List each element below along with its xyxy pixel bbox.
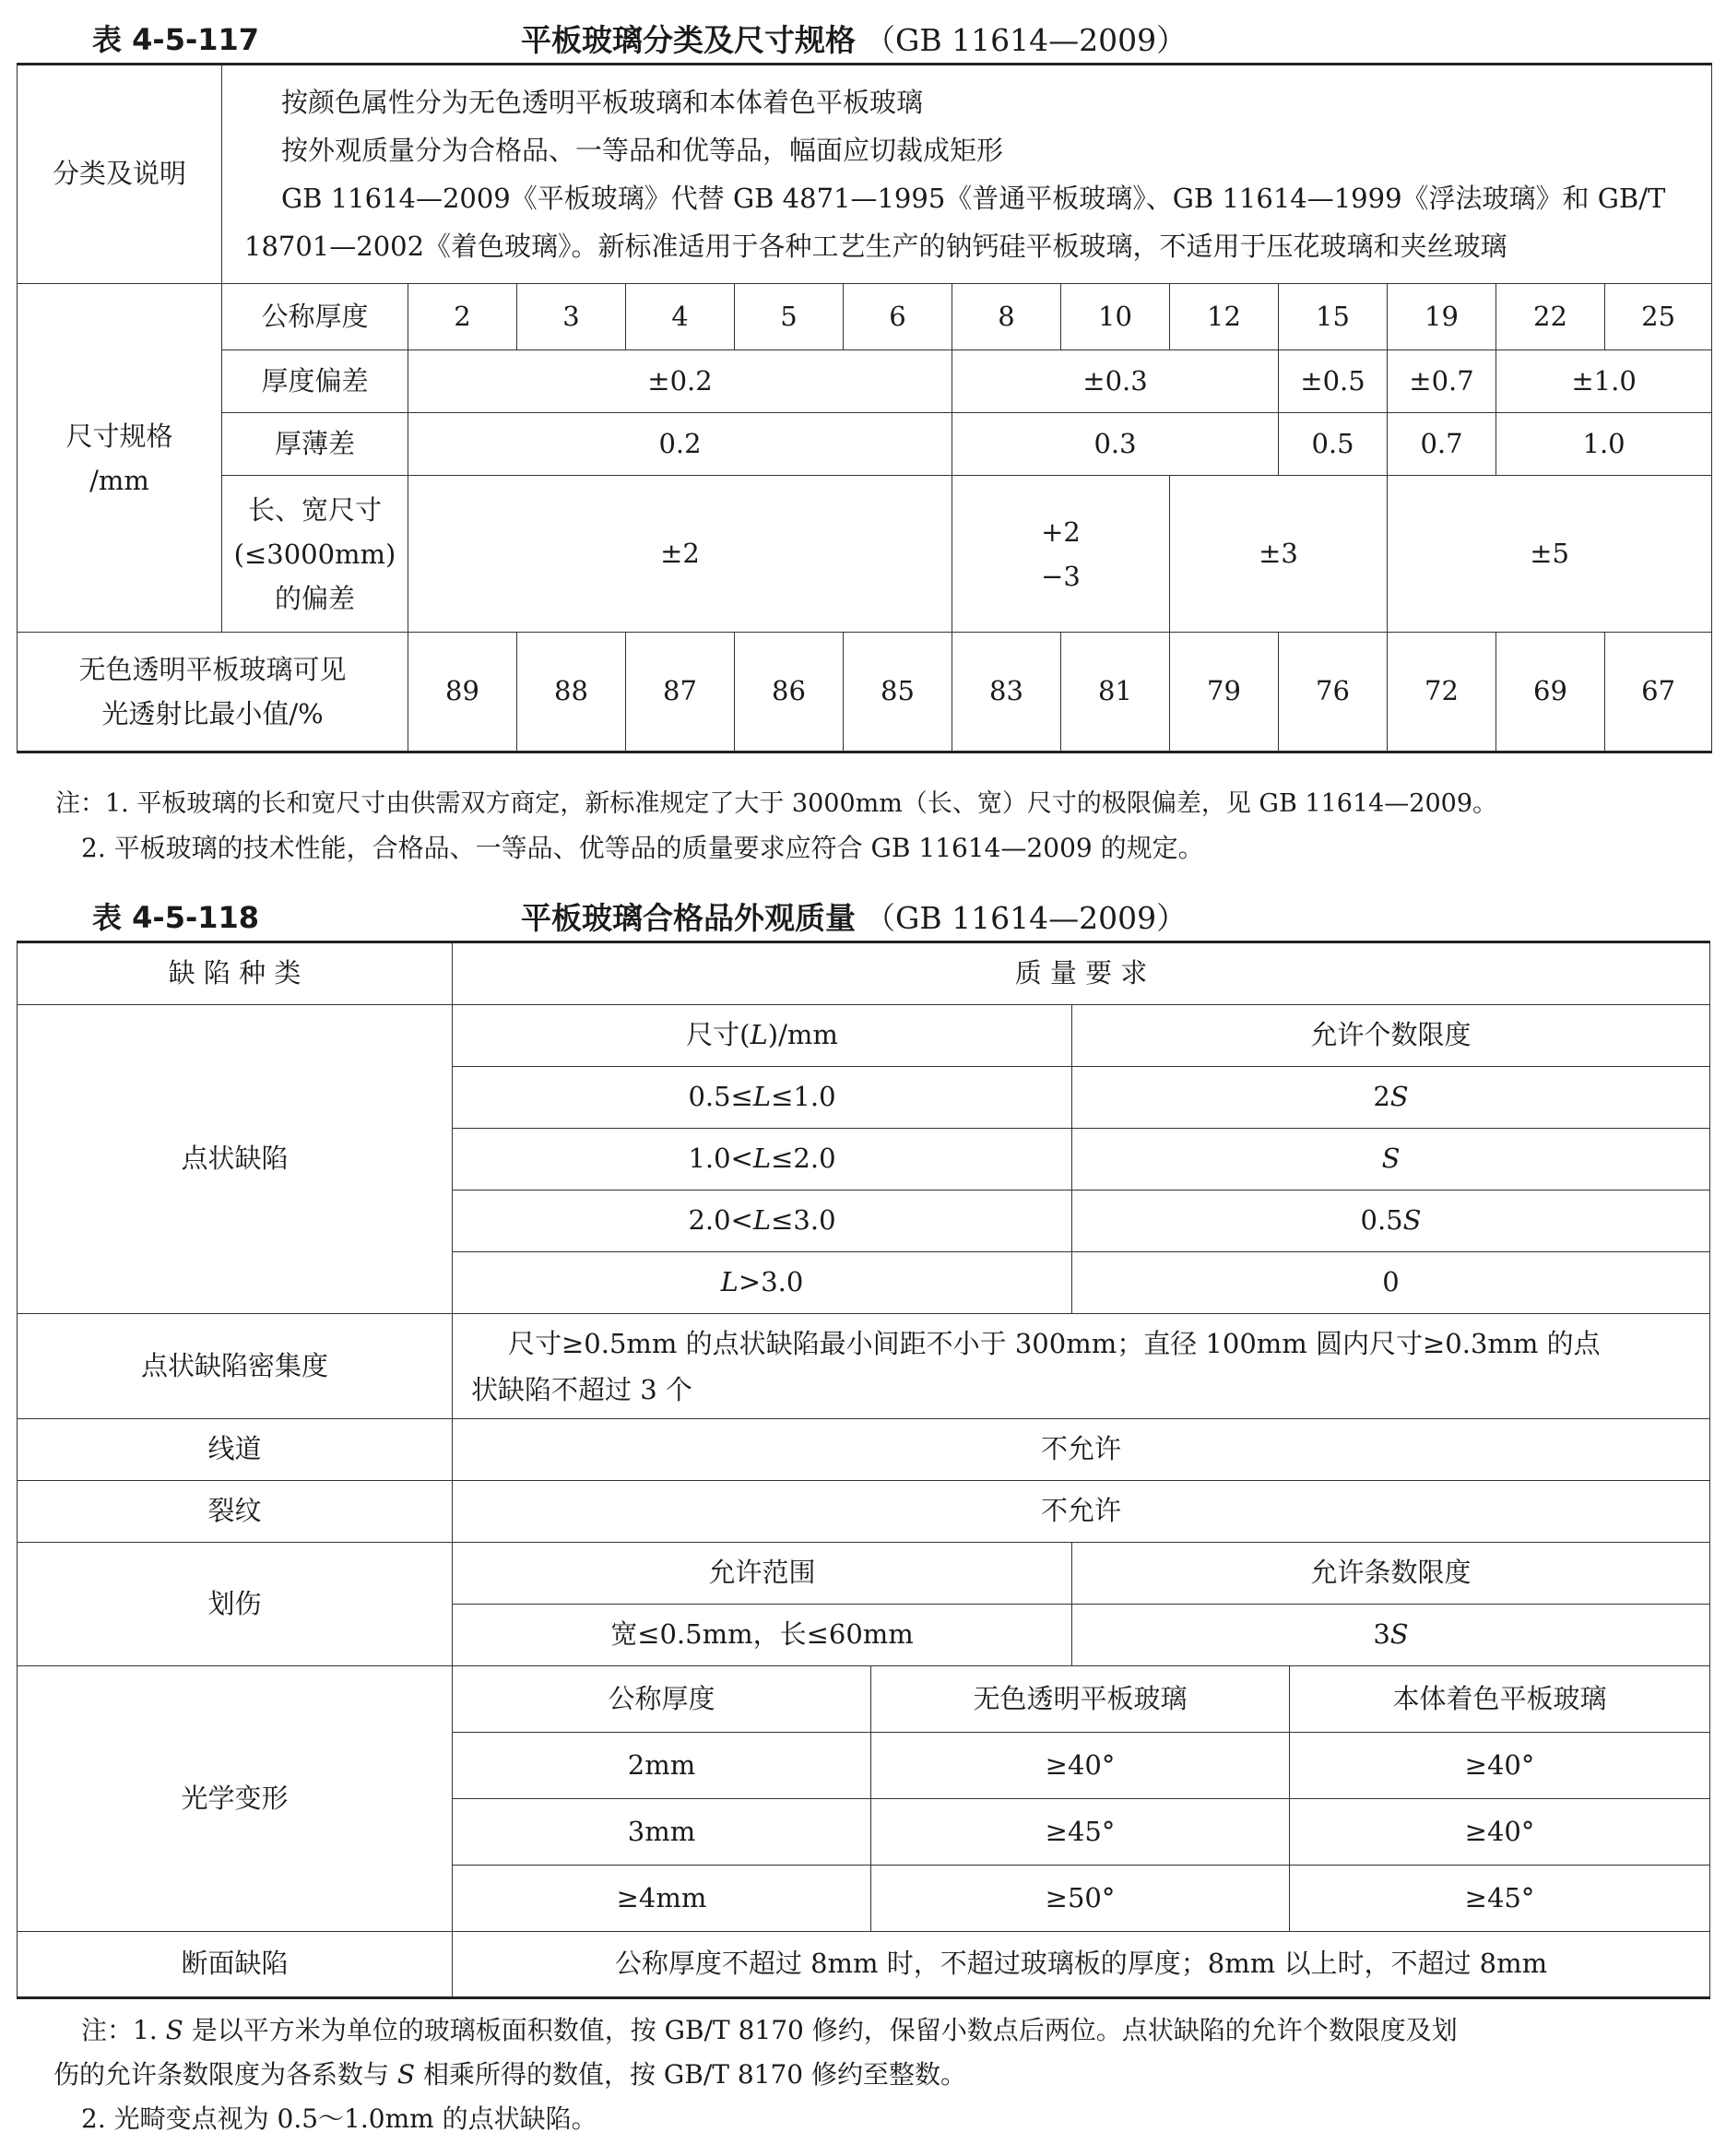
table-117-number: 表 4-5-117 — [92, 22, 260, 57]
thin-difference-row — [18, 413, 1712, 476]
table-118-number: 表 4-5-118 — [92, 900, 260, 935]
table-117-caption — [0, 9, 1726, 65]
point-size-cell: 0.5≤L≤1.0 — [453, 1067, 1072, 1129]
thickness-cell: 10 — [1061, 284, 1170, 350]
thin-difference-cell: 1.0 — [1496, 413, 1712, 476]
thin-difference-label: 厚薄差 — [222, 413, 408, 476]
table-117-title: 平板玻璃分类及尺寸规格 （GB 11614—2009） — [521, 22, 1188, 58]
optical-clear-header: 无色透明平板玻璃 — [871, 1666, 1290, 1733]
transmittance-cell: 83 — [952, 633, 1061, 752]
crack-value: 不允许 — [453, 1481, 1710, 1543]
point-count-cell: S — [1072, 1129, 1710, 1191]
table-117-standard: （GB 11614—2009） — [865, 22, 1188, 58]
length-width-deviation-cell: ±3 — [1170, 476, 1388, 633]
thickness-deviation-cell: ±1.0 — [1496, 350, 1712, 413]
length-width-deviation-cell: ±2 — [408, 476, 952, 633]
thickness-cell: 8 — [952, 284, 1061, 350]
line-defect-row — [18, 1419, 1710, 1481]
optical-tinted-cell: ≥45° — [1290, 1866, 1710, 1932]
length-width-deviation-cell: ±5 — [1388, 476, 1712, 633]
optical-clear-cell: ≥50° — [871, 1866, 1290, 1932]
classification-line: 按外观质量分为合格品、一等品和优等品，幅面应切裁成矩形 — [281, 135, 1004, 166]
table-118-note-2: 2. 光畸变点视为 0.5～1.0mm 的点状缺陷。 — [81, 2103, 597, 2134]
line-defect-label: 线道 — [18, 1419, 453, 1481]
transmittance-cell: 87 — [626, 633, 735, 752]
table-117-note-1: 注：1. 平板玻璃的长和宽尺寸由供需双方商定，新标准规定了大于 3000mm（长、宽）尺寸的极限偏差，见 GB 11614—2009。 — [55, 789, 1498, 818]
optical-clear-cell: ≥40° — [871, 1733, 1290, 1799]
scratch-count-cell: 3S — [1072, 1605, 1710, 1666]
classification-description — [222, 65, 1712, 284]
thickness-deviation-row — [18, 350, 1712, 413]
transmittance-row — [18, 633, 1712, 752]
table-117-note-2: 2. 平板玻璃的技术性能，合格品、一等品、优等品的质量要求应符合 GB 11614—2009 的规定。 — [81, 833, 1204, 863]
optical-thickness-header: 公称厚度 — [453, 1666, 871, 1733]
transmittance-cell: 89 — [408, 633, 517, 752]
optical-clear-cell: ≥45° — [871, 1799, 1290, 1866]
point-count-cell: 2S — [1072, 1067, 1710, 1129]
scratch-label: 划伤 — [18, 1543, 453, 1666]
thickness-cell: 22 — [1496, 284, 1605, 350]
table-117 — [17, 63, 1712, 753]
thin-difference-cell: 0.3 — [952, 413, 1279, 476]
length-width-deviation-cell: +2 −3 — [952, 476, 1170, 633]
thickness-label: 公称厚度 — [222, 284, 408, 350]
density-label: 点状缺陷密集度 — [18, 1314, 453, 1419]
table-118-note-1-cont: 伤的允许条数限度为各系数与 S 相乘所得的数值，按 GB/T 8170 修约至整数。 — [53, 2059, 967, 2090]
length-width-deviation-label: 长、宽尺寸 (≤3000mm) 的偏差 — [222, 476, 408, 633]
thickness-deviation-cell: ±0.2 — [408, 350, 952, 413]
size-spec-label: 尺寸规格 /mm — [18, 284, 222, 633]
optical-thickness-cell: ≥4mm — [453, 1866, 871, 1932]
thickness-cell: 19 — [1388, 284, 1496, 350]
density-row — [18, 1314, 1710, 1419]
classification-label: 分类及说明 — [18, 65, 222, 284]
transmittance-cell: 85 — [844, 633, 952, 752]
thickness-row — [18, 284, 1712, 350]
thickness-deviation-cell: ±0.5 — [1279, 350, 1388, 413]
point-size-cell: L>3.0 — [453, 1252, 1072, 1314]
quality-requirement-header: 质 量 要 求 — [453, 942, 1710, 1005]
thin-difference-cell: 0.2 — [408, 413, 952, 476]
thickness-cell: 4 — [626, 284, 735, 350]
thickness-cell: 25 — [1605, 284, 1712, 350]
scratch-range-header: 允许范围 — [453, 1543, 1072, 1605]
transmittance-cell: 81 — [1061, 633, 1170, 752]
transmittance-cell: 86 — [735, 633, 844, 752]
table-118-title: 平板玻璃合格品外观质量 （GB 11614—2009） — [521, 900, 1188, 936]
thin-difference-cell: 0.5 — [1279, 413, 1388, 476]
classification-line: GB 11614—2009《平板玻璃》代替 GB 4871—1995《普通平板玻璃》、GB 11614—1999《浮法玻璃》和 GB/T — [281, 183, 1666, 214]
point-size-cell: 1.0<L≤2.0 — [453, 1129, 1072, 1191]
classification-row — [18, 65, 1712, 284]
table-118-note-1: 注：1. S 是以平方米为单位的玻璃板面积数值，按 GB/T 8170 修约，保留小数点后两位。点状缺陷的允许个数限度及划 — [81, 2015, 1458, 2045]
classification-line: 按颜色属性分为无色透明平板玻璃和本体着色平板玻璃 — [281, 87, 924, 118]
section-defect-value: 公称厚度不超过 8mm 时，不超过玻璃板的厚度；8mm 以上时，不超过 8mm — [453, 1932, 1710, 1998]
optical-tinted-cell: ≥40° — [1290, 1799, 1710, 1866]
point-count-header: 允许个数限度 — [1072, 1005, 1710, 1067]
point-defect-header-row — [18, 1005, 1710, 1067]
point-size-header: 尺寸(L)/mm — [453, 1005, 1072, 1067]
transmittance-label: 无色透明平板玻璃可见 光透射比最小值/% — [18, 633, 408, 752]
table-118-standard: （GB 11614—2009） — [865, 900, 1188, 936]
point-size-cell: 2.0<L≤3.0 — [453, 1191, 1072, 1252]
thickness-deviation-cell: ±0.7 — [1388, 350, 1496, 413]
table-118-caption — [0, 887, 1726, 942]
point-count-cell: 0.5S — [1072, 1191, 1710, 1252]
optical-tinted-cell: ≥40° — [1290, 1733, 1710, 1799]
scratch-range-cell: 宽≤0.5mm，长≤60mm — [453, 1605, 1072, 1666]
scratch-header-row — [18, 1543, 1710, 1605]
crack-row — [18, 1481, 1710, 1543]
thickness-deviation-cell: ±0.3 — [952, 350, 1279, 413]
table-118 — [17, 941, 1710, 1999]
thickness-cell: 5 — [735, 284, 844, 350]
defect-type-header: 缺 陷 种 类 — [18, 942, 453, 1005]
thin-difference-cell: 0.7 — [1388, 413, 1496, 476]
thickness-cell: 6 — [844, 284, 952, 350]
table-118-header-row — [18, 942, 1710, 1005]
length-width-deviation-row — [18, 476, 1712, 633]
classification-line: 18701—2002《着色玻璃》。新标准适用于各种工艺生产的钠钙硅平板玻璃，不适用于压花玻璃和夹丝玻璃 — [244, 231, 1507, 262]
section-defect-label: 断面缺陷 — [18, 1932, 453, 1998]
scratch-count-header: 允许条数限度 — [1072, 1543, 1710, 1605]
thickness-cell: 15 — [1279, 284, 1388, 350]
transmittance-cell: 76 — [1279, 633, 1388, 752]
transmittance-cell: 69 — [1496, 633, 1605, 752]
thickness-deviation-label: 厚度偏差 — [222, 350, 408, 413]
point-count-cell: 0 — [1072, 1252, 1710, 1314]
thickness-cell: 3 — [517, 284, 626, 350]
density-requirement: 尺寸≥0.5mm 的点状缺陷最小间距不小于 300mm；直径 100mm 圆内尺寸≥0.3mm 的点 状缺陷不超过 3 个 — [453, 1314, 1710, 1419]
optical-thickness-cell: 2mm — [453, 1733, 871, 1799]
optical-tinted-header: 本体着色平板玻璃 — [1290, 1666, 1710, 1733]
line-defect-value: 不允许 — [453, 1419, 1710, 1481]
section-defect-row — [18, 1932, 1710, 1998]
point-defect-label: 点状缺陷 — [18, 1005, 453, 1314]
transmittance-cell: 67 — [1605, 633, 1712, 752]
transmittance-cell: 79 — [1170, 633, 1279, 752]
optical-thickness-cell: 3mm — [453, 1799, 871, 1866]
transmittance-cell: 88 — [517, 633, 626, 752]
thickness-cell: 12 — [1170, 284, 1279, 350]
optical-label: 光学变形 — [18, 1666, 453, 1932]
thickness-cell: 2 — [408, 284, 517, 350]
optical-header-row — [18, 1666, 1710, 1733]
crack-label: 裂纹 — [18, 1481, 453, 1543]
transmittance-cell: 72 — [1388, 633, 1496, 752]
